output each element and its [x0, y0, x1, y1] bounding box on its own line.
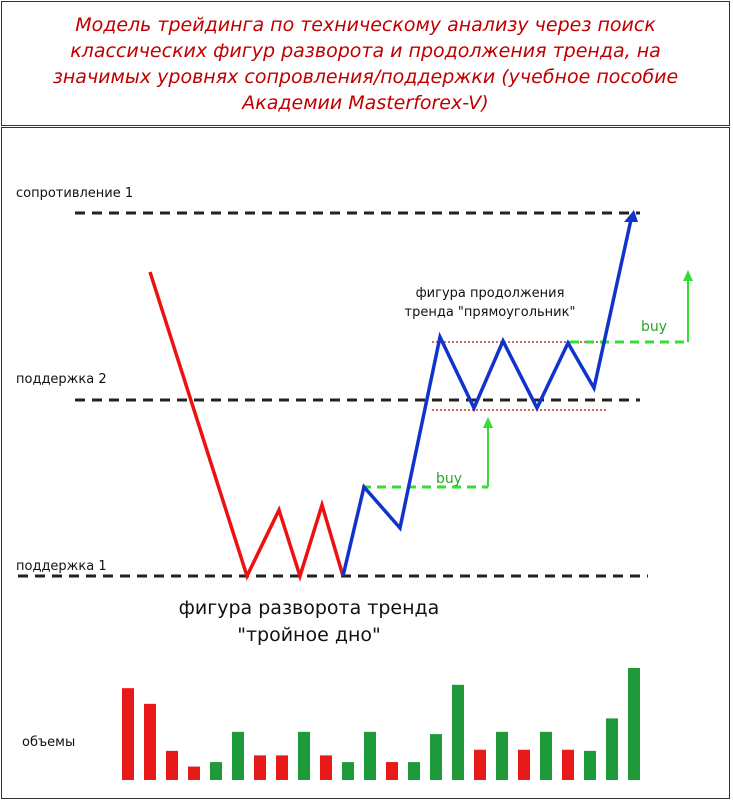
support-1-label: поддержка 1	[16, 559, 107, 574]
continuation-caption-line2: тренда "прямоугольник"	[404, 305, 576, 320]
volume-bars	[122, 668, 640, 780]
volume-bar	[584, 751, 596, 780]
continuation-caption-line1: фигура продолжения	[415, 286, 565, 301]
volume-bar	[364, 732, 376, 780]
volume-bar	[540, 732, 552, 780]
volume-bar	[452, 685, 464, 780]
volume-bar	[562, 750, 574, 780]
reversal-caption-line1: фигура разворота тренда	[178, 597, 440, 619]
volume-bar	[188, 767, 200, 780]
buy-label-upper: buy	[641, 319, 668, 335]
uptrend-rectangle-line	[343, 215, 632, 576]
volume-bar	[320, 755, 332, 780]
volume-bar	[408, 762, 420, 780]
volume-bar	[144, 704, 156, 780]
volumes-label: объемы	[22, 735, 76, 750]
volume-bar	[342, 762, 354, 780]
volume-bar	[298, 732, 310, 780]
buy-arrow-upper-head	[683, 270, 693, 281]
reversal-caption-line2: "тройное дно"	[237, 624, 381, 646]
buy-arrow-lower-head	[483, 417, 493, 428]
downtrend-triple-bottom-line	[150, 272, 343, 576]
volume-bar	[606, 718, 618, 780]
volume-bar	[232, 732, 244, 780]
support-2-label: поддержка 2	[16, 372, 107, 387]
volume-bar	[518, 750, 530, 780]
volume-bar	[474, 750, 486, 780]
volume-bar	[386, 762, 398, 780]
volume-bar	[210, 762, 222, 780]
volume-bar	[276, 755, 288, 780]
volume-bar	[628, 668, 640, 780]
resistance-1-label: сопротивление 1	[16, 186, 134, 201]
volume-bar	[166, 751, 178, 780]
diagram-title: Модель трейдинга по техническому анализу через поиск классических фигур разворота и продолжения тренда, на значимых уровнях сопровления/поддержки (учебное пособие Академии Masterforex-V)	[52, 13, 679, 114]
volume-bar	[496, 732, 508, 780]
volume-bar	[254, 755, 266, 780]
buy-label-lower: buy	[436, 471, 463, 487]
volume-bar	[430, 734, 442, 780]
volume-bar	[122, 688, 134, 780]
